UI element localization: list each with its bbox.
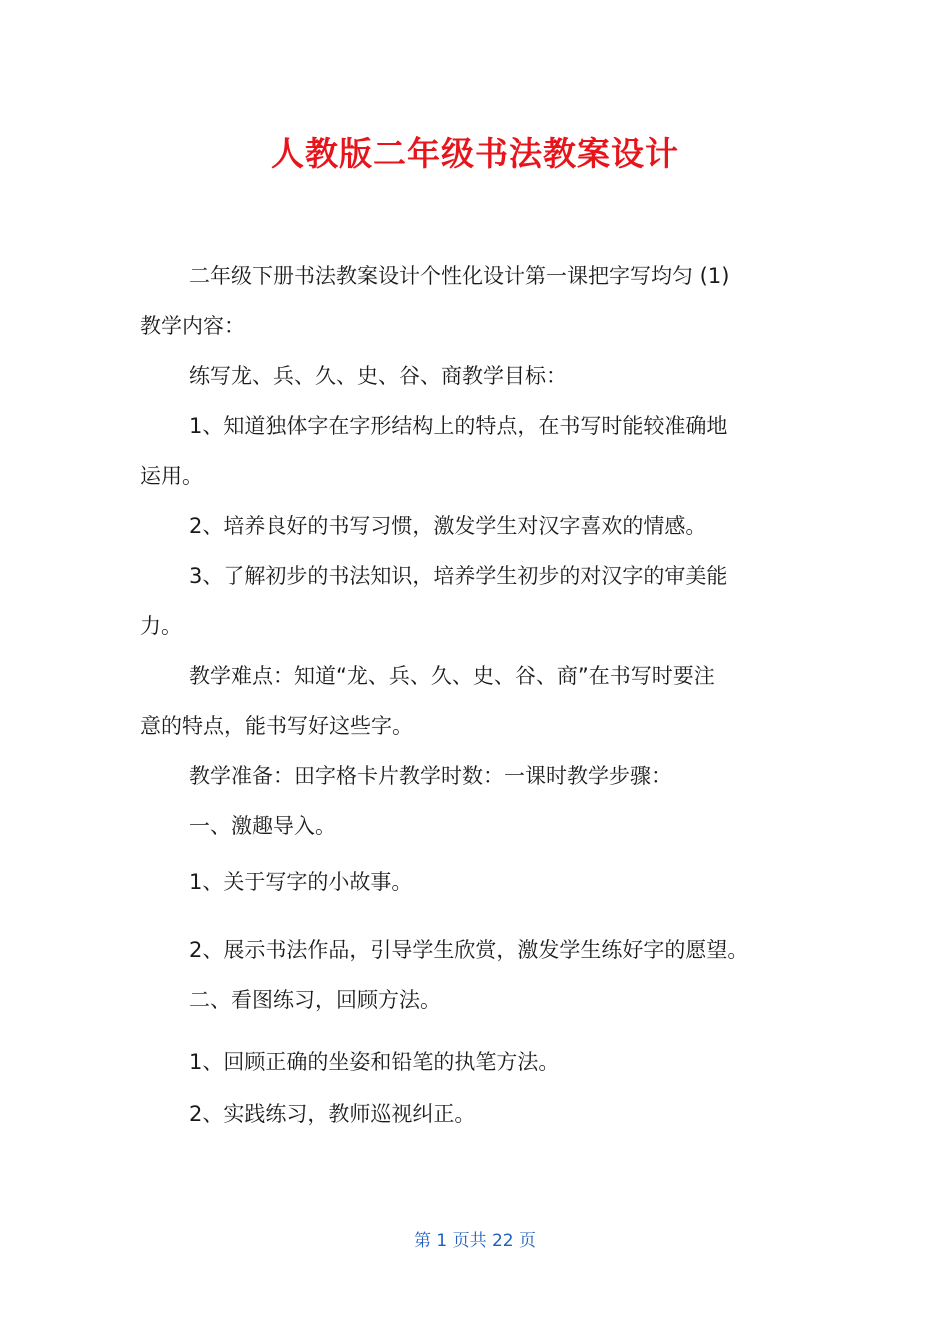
paragraph-line: 二年级下册书法教案设计个性化设计第一课把字写均匀 (1): [189, 264, 730, 288]
paragraph-line: 教学准备：田字格卡片教学时数：一课时教学步骤：: [189, 764, 672, 788]
paragraph-line: 2、实践练习，教师巡视纠正。: [189, 1102, 476, 1126]
paragraph-line: 1、回顾正确的坐姿和铅笔的执笔方法。: [189, 1050, 560, 1074]
paragraph-line: 二、看图练习，回顾方法。: [189, 988, 441, 1012]
paragraph-line: 练写龙、兵、久、史、谷、商教学目标：: [189, 364, 567, 388]
page-footer: 第 1 页共 22 页: [413, 1231, 537, 1251]
paragraph-line: 力。: [140, 614, 182, 638]
document-title: 人教版二年级书法教案设计: [271, 134, 679, 173]
paragraph-line: 教学难点：知道“龙、兵、久、史、谷、商”在书写时要注: [189, 664, 715, 688]
paragraph-line: 1、关于写字的小故事。: [189, 870, 413, 894]
paragraph-line: 运用。: [140, 464, 203, 488]
paragraph-line: 3、了解初步的书法知识，培养学生初步的对汉字的审美能: [189, 564, 728, 588]
paragraph-line: 2、培养良好的书写习惯，激发学生对汉字喜欢的情感。: [189, 514, 707, 538]
paragraph-line: 一、激趣导入。: [189, 814, 336, 838]
paragraph-line: 2、展示书法作品，引导学生欣赏，激发学生练好字的愿望。: [189, 938, 749, 962]
paragraph-line: 意的特点，能书写好这些字。: [140, 714, 413, 738]
paragraph-line: 1、知道独体字在字形结构上的特点，在书写时能较准确地: [189, 414, 728, 438]
paragraph-line: 教学内容：: [140, 314, 245, 338]
